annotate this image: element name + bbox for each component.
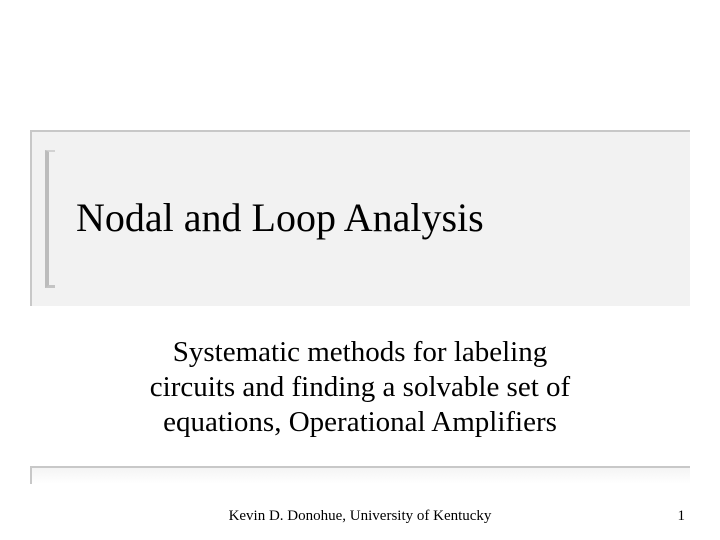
- subtitle-line-1: Systematic methods for labeling: [172, 336, 548, 368]
- subtitle-line-3: equations, Operational Amplifiers: [163, 406, 557, 438]
- slide-number: 1: [677, 508, 685, 524]
- title-band: [30, 130, 690, 306]
- slide-subtitle: [60, 335, 660, 440]
- footer-text: Kevin D. Donohue, University of Kentucky: [228, 508, 492, 524]
- subtitle-line-2: circuits and finding a solvable set of: [149, 371, 571, 403]
- footer-divider: [30, 466, 690, 484]
- slide-title: Nodal and Loop Analysis: [76, 195, 484, 240]
- title-bracket-decoration: [45, 150, 55, 288]
